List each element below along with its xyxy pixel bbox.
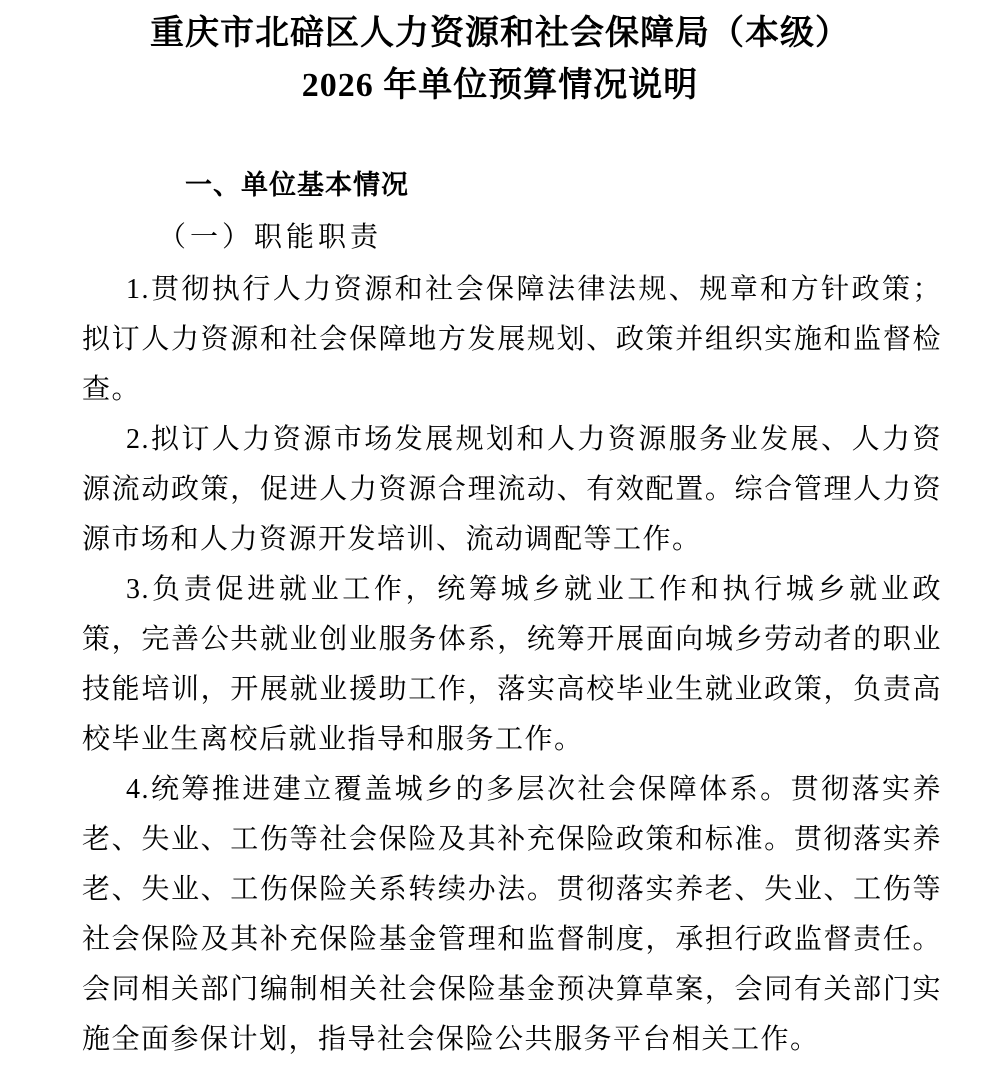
document-title <box>0 0 1000 112</box>
document-title-line2: 2026 年单位预算情况说明 <box>301 67 699 104</box>
document-body <box>0 167 1000 1065</box>
subsection-heading: （一）职能职责 <box>158 222 383 253</box>
section-heading: 一、单位基本情况 <box>185 170 409 200</box>
document-title-line1: 重庆市北碚区人力资源和社会保障局（本级） <box>150 15 850 52</box>
paragraph-duty-2: 2.拟订人力资源市场发展规划和人力资源服务业发展、人力资源流动政策，促进人力资源合理流动、有效配置。综合管理人力资源市场和人力资源开发培训、流动调配等工作。 <box>82 424 942 555</box>
paragraph-duty-4: 4.统筹推进建立覆盖城乡的多层次社会保障体系。贯彻落实养老、失业、工伤等社会保险及其补充保险政策和标准。贯彻落实养老、失业、工伤保险关系转续办法。贯彻落实养老、失业、工伤等社会保险及其补充保险基金管理和监督制度，承担行政监督责任。会同相关部门编制相关社会保险基金预决算草案，会同有关部门实施全面参保计划，指导社会保险公共服务平台相关工作。 <box>82 774 942 1055</box>
paragraph-duty-3: 3.负责促进就业工作，统筹城乡就业工作和执行城乡就业政策，完善公共就业创业服务体系，统筹开展面向城乡劳动者的职业技能培训，开展就业援助工作，落实高校毕业生就业政策，负责高校毕业生离校后就业指导和服务工作。 <box>82 574 942 755</box>
paragraph-duty-1: 1.贯彻执行人力资源和社会保障法律法规、规章和方针政策；拟订人力资源和社会保障地方发展规划、政策并组织实施和监督检查。 <box>82 274 942 405</box>
